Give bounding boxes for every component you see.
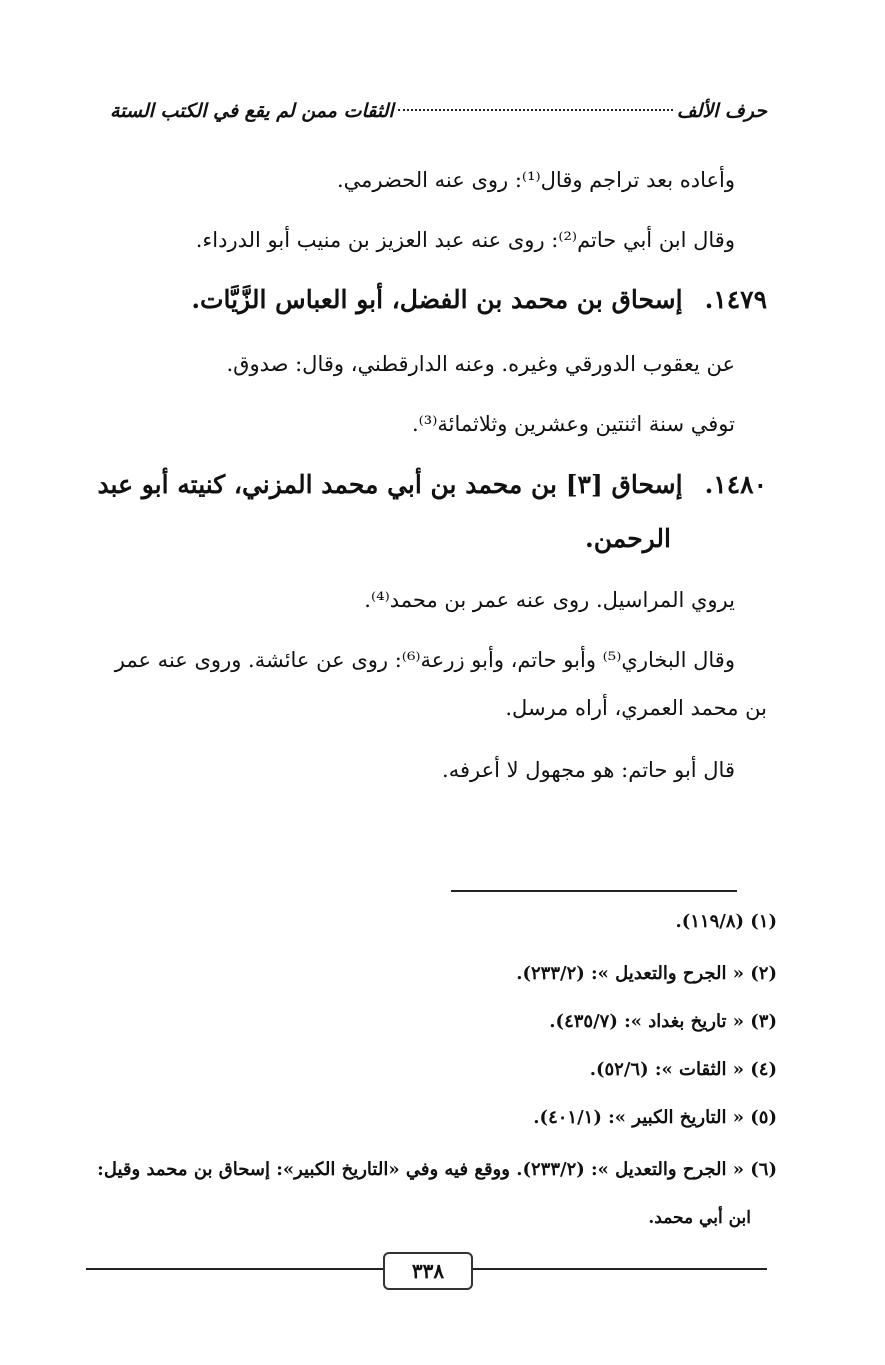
text-line: قال أبو حاتم: هو مجهول لا أعرفه. <box>442 758 735 782</box>
footnote-line: (٦) « الجرح والتعديل »: (٢٣٣/٢). ووقع فيه وفي «التاريخ الكبير»: إسحاق بن محمد وقيل: <box>97 1159 777 1180</box>
footnote-separator <box>451 890 737 892</box>
text-line: يروي المراسيل. روى عنه عمر بن محمد⁽⁴⁾. <box>364 588 735 612</box>
footnote-multiline <box>70 1146 777 1242</box>
text-paragraph <box>90 636 767 732</box>
entry-heading-1479 <box>90 274 767 326</box>
footnote: (٥) « التاريخ الكبير »: (٤٠١/١). <box>533 1107 777 1128</box>
text-line: وأعاده بعد تراجم وقال⁽¹⁾: روى عنه الحضرمي. <box>336 168 735 192</box>
page-number: ٣٣٨ <box>383 1252 473 1290</box>
footnote-continuation: ابن أبي محمد. <box>648 1208 751 1228</box>
running-header <box>110 100 767 136</box>
text-line: وقال ابن أبي حاتم⁽²⁾: روى عنه عبد العزيز بن منيب أبو الدرداء. <box>195 228 735 252</box>
text-line: توفي سنة اثنتين وعشرين وثلاثمائة⁽³⁾. <box>411 412 735 436</box>
footnote: (٢) « الجرح والتعديل »: (٢٣٣/٢). <box>516 963 777 984</box>
entry-number: ١٤٧٩. <box>704 285 767 314</box>
entry-number: ١٤٨٠. <box>704 470 767 499</box>
text-line: وقال البخاري⁽⁵⁾ وأبو حاتم، وأبو زرعة⁽⁶⁾: روى عن عائشة. وروى عنه عمر <box>114 648 735 672</box>
entry-heading-1480 <box>90 458 767 566</box>
footnote: (١) (١١٩/٨). <box>675 911 777 932</box>
entry-title: إسحاق [٣] بن محمد بن أبي محمد المزني، كنيته أبو عبد <box>97 470 683 499</box>
header-book-title: الثقات ممن لم يقع في الكتب الستة <box>110 100 394 122</box>
entry-title-continuation: الرحمن. <box>585 524 671 553</box>
footnote: (٤) « الثقات »: (٥٢/٦). <box>589 1059 777 1080</box>
text-line: بن محمد العمري، أراه مرسل. <box>505 696 767 720</box>
entry-title: إسحاق بن محمد بن الفضل، أبو العباس الزَّيَّات. <box>191 285 683 314</box>
text-line: عن يعقوب الدورقي وغيره. وعنه الدارقطني، وقال: صدوق. <box>226 352 735 376</box>
footnote: (٣) « تاريخ بغداد »: (٤٣٥/٧). <box>549 1011 777 1032</box>
header-section-title: حرف الألف <box>676 100 767 122</box>
header-dot-leader <box>398 109 673 111</box>
